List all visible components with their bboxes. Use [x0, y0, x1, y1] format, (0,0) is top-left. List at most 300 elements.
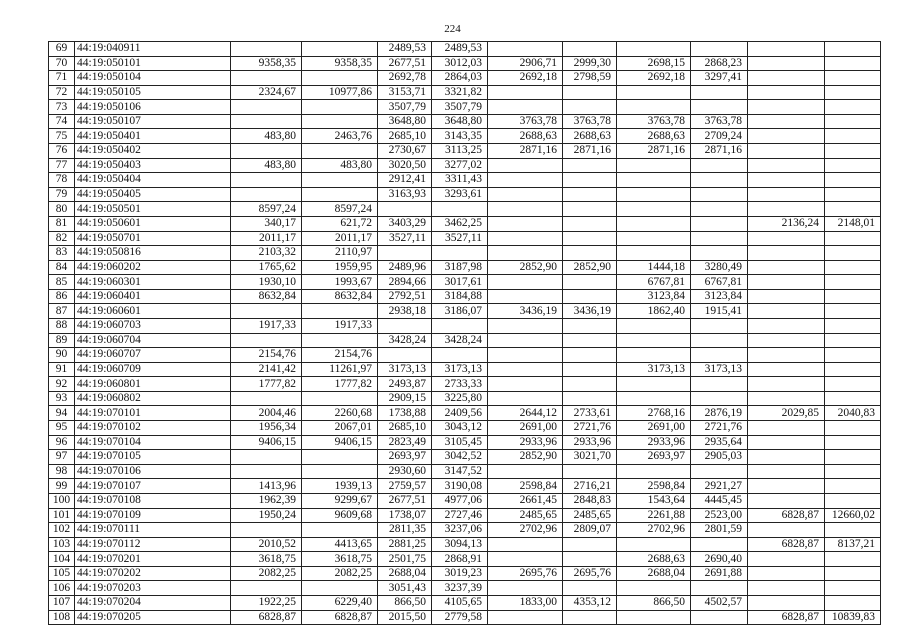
- value-cell: 10977,86: [302, 85, 378, 100]
- value-cell: 2848,83: [563, 493, 617, 508]
- value-cell: 2693,97: [617, 450, 691, 465]
- value-cell: [432, 348, 488, 363]
- table-row: [49, 595, 881, 610]
- row-number-cell: 79: [49, 187, 75, 202]
- value-cell: 8137,21: [825, 537, 881, 552]
- value-cell: [748, 158, 825, 173]
- value-cell: [748, 173, 825, 188]
- value-cell: [488, 231, 563, 246]
- value-cell: 2154,76: [231, 348, 302, 363]
- value-cell: [825, 464, 881, 479]
- value-cell: 3173,13: [432, 362, 488, 377]
- value-cell: [748, 566, 825, 581]
- row-number-cell: 89: [49, 333, 75, 348]
- value-cell: [825, 114, 881, 129]
- value-cell: [302, 42, 378, 57]
- value-cell: 2685,10: [378, 421, 432, 436]
- table-row: [49, 362, 881, 377]
- value-cell: 3173,13: [691, 362, 748, 377]
- value-cell: 2136,24: [748, 216, 825, 231]
- value-cell: [488, 537, 563, 552]
- value-cell: [748, 289, 825, 304]
- value-cell: 1922,25: [231, 595, 302, 610]
- value-cell: [691, 231, 748, 246]
- value-cell: 1777,82: [302, 377, 378, 392]
- value-cell: [691, 216, 748, 231]
- value-cell: 3297,41: [691, 71, 748, 86]
- value-cell: 2040,83: [825, 406, 881, 421]
- value-cell: [432, 202, 488, 217]
- value-cell: 2015,50: [378, 610, 432, 625]
- value-cell: [231, 450, 302, 465]
- cadastral-code-cell: 44:19:060202: [75, 260, 231, 275]
- value-cell: [432, 318, 488, 333]
- cadastral-code-cell: 44:19:050106: [75, 100, 231, 115]
- value-cell: 3163,93: [378, 187, 432, 202]
- value-cell: 2677,51: [378, 493, 432, 508]
- value-cell: 2110,97: [302, 246, 378, 261]
- value-cell: [231, 42, 302, 57]
- value-cell: [825, 129, 881, 144]
- table-row: [49, 216, 881, 231]
- value-cell: [825, 552, 881, 567]
- value-cell: 3012,03: [432, 56, 488, 71]
- value-cell: [488, 391, 563, 406]
- row-number-cell: 91: [49, 362, 75, 377]
- value-cell: 2489,96: [378, 260, 432, 275]
- value-cell: 2691,88: [691, 566, 748, 581]
- value-cell: [378, 318, 432, 333]
- value-cell: 2598,84: [617, 479, 691, 494]
- value-cell: 621,72: [302, 216, 378, 231]
- value-cell: [691, 202, 748, 217]
- table-row: [49, 318, 881, 333]
- value-cell: [488, 100, 563, 115]
- value-cell: [563, 158, 617, 173]
- value-cell: [302, 71, 378, 86]
- value-cell: [563, 42, 617, 57]
- cadastral-code-cell: 44:19:060401: [75, 289, 231, 304]
- value-cell: 6828,87: [748, 508, 825, 523]
- row-number-cell: 84: [49, 260, 75, 275]
- value-cell: 1738,07: [378, 508, 432, 523]
- value-cell: [748, 523, 825, 538]
- cadastral-code-cell: 44:19:050403: [75, 158, 231, 173]
- value-cell: 3186,07: [432, 304, 488, 319]
- value-cell: 2912,41: [378, 173, 432, 188]
- cadastral-code-cell: 44:19:070205: [75, 610, 231, 625]
- value-cell: [825, 246, 881, 261]
- value-cell: [231, 173, 302, 188]
- value-cell: [748, 260, 825, 275]
- value-cell: [617, 464, 691, 479]
- value-cell: [748, 595, 825, 610]
- cadastral-code-cell: 44:19:070108: [75, 493, 231, 508]
- value-cell: 3436,19: [488, 304, 563, 319]
- value-cell: 2688,63: [617, 552, 691, 567]
- value-cell: [825, 42, 881, 57]
- row-number-cell: 105: [49, 566, 75, 581]
- table-row: [49, 537, 881, 552]
- value-cell: [617, 318, 691, 333]
- value-cell: [691, 348, 748, 363]
- value-cell: 2661,45: [488, 493, 563, 508]
- value-cell: 2688,63: [617, 129, 691, 144]
- value-cell: 2716,21: [563, 479, 617, 494]
- value-cell: 2489,53: [432, 42, 488, 57]
- value-cell: 2906,71: [488, 56, 563, 71]
- cadastral-code-cell: 44:19:040911: [75, 42, 231, 57]
- row-number-cell: 70: [49, 56, 75, 71]
- value-cell: [825, 144, 881, 159]
- value-cell: 4105,65: [432, 595, 488, 610]
- cadastral-code-cell: 44:19:060301: [75, 275, 231, 290]
- table-row: [49, 114, 881, 129]
- value-cell: 2692,18: [488, 71, 563, 86]
- value-cell: 3237,39: [432, 581, 488, 596]
- value-cell: 1917,33: [302, 318, 378, 333]
- value-cell: [825, 187, 881, 202]
- row-number-cell: 99: [49, 479, 75, 494]
- table-row: [49, 260, 881, 275]
- value-cell: 2141,42: [231, 362, 302, 377]
- value-cell: [825, 173, 881, 188]
- value-cell: 2801,59: [691, 523, 748, 538]
- value-cell: 2779,58: [432, 610, 488, 625]
- value-cell: 6828,87: [302, 610, 378, 625]
- value-cell: 1930,10: [231, 275, 302, 290]
- value-cell: [488, 202, 563, 217]
- value-cell: [563, 537, 617, 552]
- table-row: [49, 42, 881, 57]
- value-cell: 2905,03: [691, 450, 748, 465]
- value-cell: [617, 610, 691, 625]
- value-cell: 2930,60: [378, 464, 432, 479]
- value-cell: 2921,27: [691, 479, 748, 494]
- value-cell: [617, 333, 691, 348]
- value-cell: 2933,96: [488, 435, 563, 450]
- cadastral-code-cell: 44:19:050401: [75, 129, 231, 144]
- row-number-cell: 103: [49, 537, 75, 552]
- value-cell: 9406,15: [231, 435, 302, 450]
- value-cell: 2685,10: [378, 129, 432, 144]
- row-number-cell: 72: [49, 85, 75, 100]
- value-cell: 9358,35: [302, 56, 378, 71]
- value-cell: [231, 144, 302, 159]
- row-number-cell: 82: [49, 231, 75, 246]
- value-cell: 2409,56: [432, 406, 488, 421]
- value-cell: 2871,16: [617, 144, 691, 159]
- cadastral-code-cell: 44:19:070107: [75, 479, 231, 494]
- value-cell: 3225,80: [432, 391, 488, 406]
- value-cell: 2523,00: [691, 508, 748, 523]
- value-cell: [691, 100, 748, 115]
- value-cell: [563, 187, 617, 202]
- value-cell: 1543,64: [617, 493, 691, 508]
- value-cell: 2154,76: [302, 348, 378, 363]
- value-cell: 2644,12: [488, 406, 563, 421]
- table-row: [49, 144, 881, 159]
- value-cell: [488, 552, 563, 567]
- value-cell: 8632,84: [231, 289, 302, 304]
- value-cell: 1917,33: [231, 318, 302, 333]
- value-cell: [617, 85, 691, 100]
- value-cell: 1939,13: [302, 479, 378, 494]
- row-number-cell: 97: [49, 450, 75, 465]
- row-number-cell: 108: [49, 610, 75, 625]
- value-cell: 3051,43: [378, 581, 432, 596]
- value-cell: 3648,80: [432, 114, 488, 129]
- value-cell: [748, 391, 825, 406]
- value-cell: [488, 85, 563, 100]
- cadastral-code-cell: 44:19:070201: [75, 552, 231, 567]
- value-cell: [825, 202, 881, 217]
- value-cell: 1993,67: [302, 275, 378, 290]
- value-cell: 2688,63: [488, 129, 563, 144]
- table-row: [49, 421, 881, 436]
- value-cell: 3436,19: [563, 304, 617, 319]
- value-cell: 2709,24: [691, 129, 748, 144]
- cadastral-code-cell: 44:19:050402: [75, 144, 231, 159]
- value-cell: 2876,19: [691, 406, 748, 421]
- value-cell: 4353,12: [563, 595, 617, 610]
- value-cell: [563, 348, 617, 363]
- value-cell: [302, 464, 378, 479]
- value-cell: 2809,07: [563, 523, 617, 538]
- value-cell: 2935,64: [691, 435, 748, 450]
- cadastral-code-cell: 44:19:070111: [75, 523, 231, 538]
- value-cell: [231, 523, 302, 538]
- cadastral-code-cell: 44:19:060707: [75, 348, 231, 363]
- value-cell: 2852,90: [488, 260, 563, 275]
- value-cell: 3321,82: [432, 85, 488, 100]
- value-cell: [488, 581, 563, 596]
- value-cell: [748, 377, 825, 392]
- table-row: [49, 552, 881, 567]
- row-number-cell: 102: [49, 523, 75, 538]
- table-row: [49, 202, 881, 217]
- value-cell: [748, 304, 825, 319]
- value-cell: [563, 333, 617, 348]
- value-cell: 3311,43: [432, 173, 488, 188]
- row-number-cell: 101: [49, 508, 75, 523]
- table-row: [49, 275, 881, 290]
- value-cell: [825, 391, 881, 406]
- value-cell: [748, 231, 825, 246]
- value-cell: 2733,33: [432, 377, 488, 392]
- value-cell: 3105,45: [432, 435, 488, 450]
- value-cell: [488, 333, 563, 348]
- value-cell: [563, 85, 617, 100]
- row-number-cell: 81: [49, 216, 75, 231]
- data-table: [48, 41, 881, 625]
- value-cell: [231, 304, 302, 319]
- value-cell: [691, 158, 748, 173]
- value-cell: 2871,16: [563, 144, 617, 159]
- table-row: [49, 333, 881, 348]
- value-cell: 3123,84: [691, 289, 748, 304]
- value-cell: [691, 391, 748, 406]
- value-cell: 8632,84: [302, 289, 378, 304]
- value-cell: [825, 333, 881, 348]
- value-cell: 2695,76: [488, 566, 563, 581]
- value-cell: [302, 187, 378, 202]
- cadastral-code-cell: 44:19:070106: [75, 464, 231, 479]
- value-cell: [748, 246, 825, 261]
- value-cell: 8597,24: [231, 202, 302, 217]
- value-cell: 3763,78: [617, 114, 691, 129]
- value-cell: [825, 566, 881, 581]
- value-cell: [488, 362, 563, 377]
- value-cell: [488, 377, 563, 392]
- value-cell: 4413,65: [302, 537, 378, 552]
- value-cell: 2759,57: [378, 479, 432, 494]
- value-cell: [748, 450, 825, 465]
- value-cell: [825, 304, 881, 319]
- value-cell: 3527,11: [378, 231, 432, 246]
- value-cell: 1956,34: [231, 421, 302, 436]
- row-number-cell: 76: [49, 144, 75, 159]
- value-cell: 2598,84: [488, 479, 563, 494]
- value-cell: 2067,01: [302, 421, 378, 436]
- row-number-cell: 71: [49, 71, 75, 86]
- value-cell: [825, 348, 881, 363]
- value-cell: [748, 144, 825, 159]
- value-cell: [302, 391, 378, 406]
- value-cell: 2010,52: [231, 537, 302, 552]
- value-cell: 2868,91: [432, 552, 488, 567]
- value-cell: 9299,67: [302, 493, 378, 508]
- value-cell: [748, 581, 825, 596]
- cadastral-code-cell: 44:19:050501: [75, 202, 231, 217]
- table-row: [49, 71, 881, 86]
- value-cell: 2933,96: [563, 435, 617, 450]
- value-cell: 6828,87: [748, 610, 825, 625]
- value-cell: [617, 246, 691, 261]
- row-number-cell: 90: [49, 348, 75, 363]
- value-cell: 2733,61: [563, 406, 617, 421]
- value-cell: [825, 479, 881, 494]
- value-cell: [748, 493, 825, 508]
- value-cell: 866,50: [617, 595, 691, 610]
- value-cell: [825, 362, 881, 377]
- row-number-cell: 95: [49, 421, 75, 436]
- value-cell: 2693,97: [378, 450, 432, 465]
- value-cell: 340,17: [231, 216, 302, 231]
- row-number-cell: 86: [49, 289, 75, 304]
- value-cell: 3403,29: [378, 216, 432, 231]
- value-cell: 2324,67: [231, 85, 302, 100]
- value-cell: [302, 304, 378, 319]
- value-cell: [563, 391, 617, 406]
- value-cell: 3173,13: [378, 362, 432, 377]
- table-row: [49, 304, 881, 319]
- row-number-cell: 75: [49, 129, 75, 144]
- value-cell: [563, 318, 617, 333]
- value-cell: [691, 581, 748, 596]
- value-cell: [691, 610, 748, 625]
- value-cell: [748, 318, 825, 333]
- value-cell: [617, 42, 691, 57]
- row-number-cell: 106: [49, 581, 75, 596]
- value-cell: [488, 610, 563, 625]
- value-cell: 483,80: [302, 158, 378, 173]
- table-row: [49, 377, 881, 392]
- value-cell: [748, 479, 825, 494]
- value-cell: [748, 187, 825, 202]
- page-number: 224: [444, 23, 461, 35]
- table-row: [49, 508, 881, 523]
- value-cell: 2691,00: [617, 421, 691, 436]
- value-cell: [488, 246, 563, 261]
- value-cell: 2493,87: [378, 377, 432, 392]
- value-cell: [488, 464, 563, 479]
- value-cell: [691, 537, 748, 552]
- value-cell: [748, 348, 825, 363]
- value-cell: 2082,25: [231, 566, 302, 581]
- cadastral-code-cell: 44:19:050701: [75, 231, 231, 246]
- table-row: [49, 158, 881, 173]
- value-cell: 1862,40: [617, 304, 691, 319]
- value-cell: 3237,06: [432, 523, 488, 538]
- value-cell: 3462,25: [432, 216, 488, 231]
- value-cell: 2721,76: [691, 421, 748, 436]
- table-row: [49, 479, 881, 494]
- value-cell: [563, 100, 617, 115]
- value-cell: 2871,16: [488, 144, 563, 159]
- table-row: [49, 348, 881, 363]
- value-cell: [617, 187, 691, 202]
- value-cell: 1833,00: [488, 595, 563, 610]
- value-cell: 3618,75: [302, 552, 378, 567]
- row-number-cell: 80: [49, 202, 75, 217]
- value-cell: [563, 581, 617, 596]
- value-cell: [563, 464, 617, 479]
- row-number-cell: 107: [49, 595, 75, 610]
- cadastral-code-cell: 44:19:060601: [75, 304, 231, 319]
- table-row: [49, 187, 881, 202]
- value-cell: [825, 523, 881, 538]
- value-cell: 2489,53: [378, 42, 432, 57]
- value-cell: 2695,76: [563, 566, 617, 581]
- table-row: [49, 246, 881, 261]
- value-cell: [617, 158, 691, 173]
- value-cell: [617, 231, 691, 246]
- value-cell: [563, 216, 617, 231]
- value-cell: [825, 275, 881, 290]
- table-row: [49, 289, 881, 304]
- value-cell: [825, 493, 881, 508]
- value-cell: [302, 523, 378, 538]
- value-cell: 2868,23: [691, 56, 748, 71]
- value-cell: 4445,45: [691, 493, 748, 508]
- value-cell: [563, 231, 617, 246]
- cadastral-code-cell: 44:19:050601: [75, 216, 231, 231]
- cadastral-code-cell: 44:19:070102: [75, 421, 231, 436]
- value-cell: 2688,04: [617, 566, 691, 581]
- value-cell: [378, 202, 432, 217]
- table-row: [49, 56, 881, 71]
- value-cell: 3020,50: [378, 158, 432, 173]
- value-cell: 3507,79: [432, 100, 488, 115]
- value-cell: 2881,25: [378, 537, 432, 552]
- value-cell: 3763,78: [563, 114, 617, 129]
- value-cell: [563, 362, 617, 377]
- value-cell: 3042,52: [432, 450, 488, 465]
- value-cell: 3618,75: [231, 552, 302, 567]
- value-cell: [825, 595, 881, 610]
- value-cell: 1444,18: [617, 260, 691, 275]
